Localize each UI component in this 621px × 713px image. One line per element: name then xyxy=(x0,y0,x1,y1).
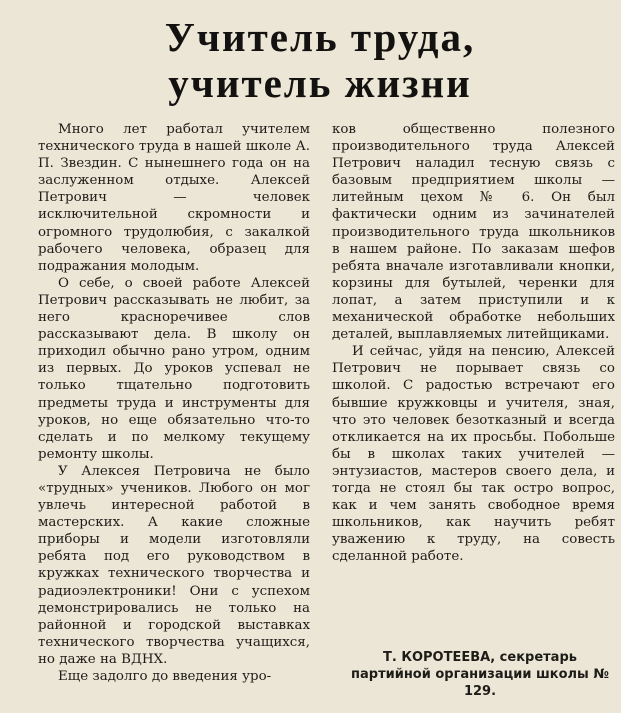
signature-title: партийной организации школы № 129. xyxy=(351,667,609,699)
paragraph-retirement: И сейчас, уйдя на пенсию, Алексей Петрович не порывает связь со школой. С радостью встречают его бывшие кружковцы и учителя, зная, что это человек безотказный и всегда откликается на их просьбы. Побольше бы в школах таких учителей — энтузиастов, мастеров своего дела, и тогда не стоял бы так остро вопрос, как и чем занять свободное время школьников, как научить ребят уважению к труду, на совесть сделанной работе. xyxy=(332,344,615,565)
paragraph-about-work: О себе, о своей работе Алексей Петрович рассказывать не любит, за него красноречивее слов рассказывают дела. В школу он приходил обычно рано утром, одним из первых. До уроков успевал не только тщательно подготовить предметы труда и инструменты для уроков, но еще обязательно что-то сделать и по мелкому текущему ремонту школы. xyxy=(38,275,310,462)
paragraph-continued: ков общественно полезного производительного труда Алексей Петрович наладил тесную связь с базовым предприятием школы — литейным цехом № 6. Он был фактически одним из зачинателей производительного труда школьников в нашем районе. По заказам шефов ребята вначале изготавливали кнопки, корзины для бутылей, черенки для лопат, а затем приступили и к механической обработке небольших деталей, выплавляемых литейщиками. xyxy=(332,122,615,343)
headline-line-2: учитель жизни xyxy=(168,60,472,106)
paragraph-continued-start: Еще задолго до введения уро- xyxy=(58,669,272,684)
paragraph-students: У Алексея Петровича не было «трудных» учеников. Любого он мог увлечь интересной работой в мастерских. А какие сложные приборы и модели изготовляли ребята под его руководством в кружках технического творчества и радиоэлектроники! Они с успехом демонстрировались не только на районной и городской выставках технического творчества учащихся, но даже на ВДНХ. xyxy=(38,463,310,667)
paragraph-intro: Много лет работал учителем технического труда в нашей школе А. П. Звездин. С нынешнего года он на заслуженном отдыхе. Алексей Петрович — человек исключительной скромности и огромного трудолюбия, с закалкой рабочего человека, образец для подражания молодым. xyxy=(38,122,310,274)
author-signature xyxy=(346,649,614,700)
headline-line-1: Учитель труда, xyxy=(164,14,476,60)
article-headline xyxy=(60,14,580,106)
article-right-column xyxy=(332,121,615,565)
signature-name: Т. КОРОТЕЕВА, секретарь xyxy=(383,650,577,665)
article-left-column xyxy=(38,121,310,685)
